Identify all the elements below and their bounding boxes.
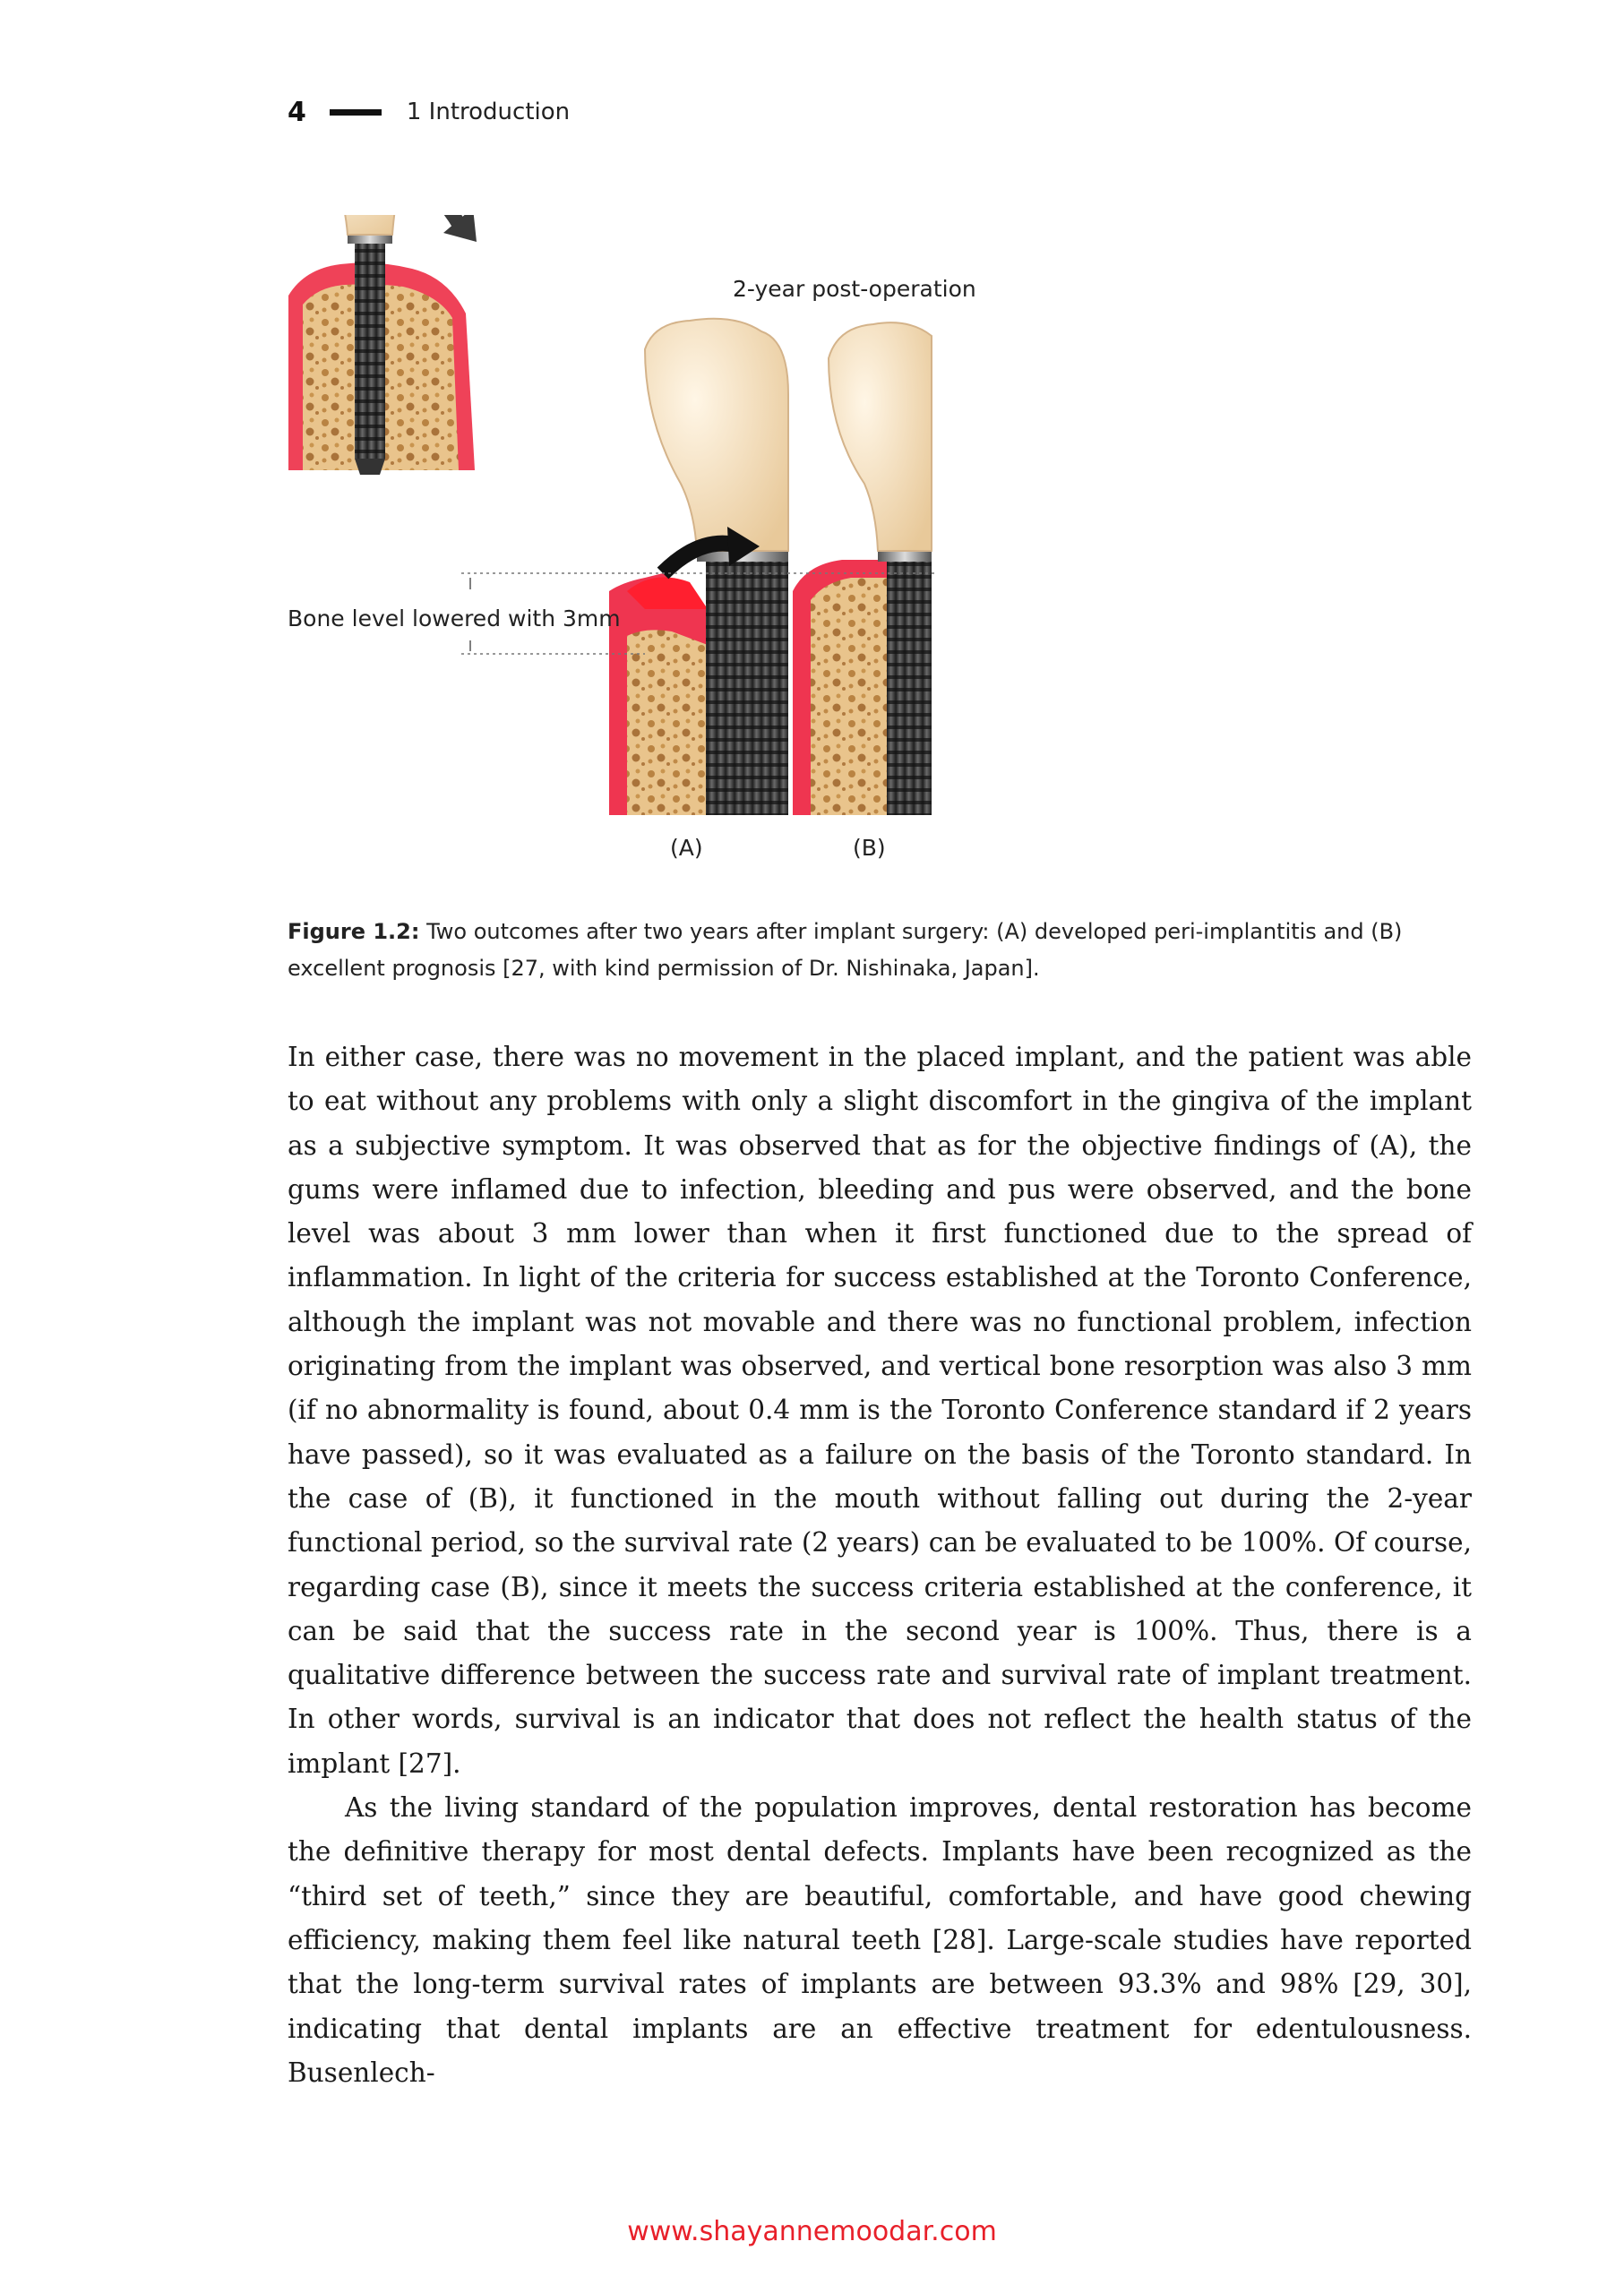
paragraph-2: As the living standard of the population improves, dental restoration has become the definitive therapy for most dental defects. Implants have been recognized as the “third set of teeth,” since they are beautiful, comfortable, and have good chewing efficiency, making them feel like natural teeth [28]. Large-scale studies have reported that the long-term survival rates of implants are between 93.3% and 98% [29, 30], indicating that dental implants are an effective treatment for edentulousness. Busenlech- [288,1792,1472,2088]
preop-implant-drawing [288,215,475,475]
page-header [288,90,570,134]
body-text [288,1035,1472,2095]
implant-illustration [269,215,1272,878]
label-bone-level: Bone level lowered with 3mm [288,605,621,631]
panel-a-drawing [609,319,788,815]
label-panel-b: (B) [853,835,886,861]
label-post-operation: 2-year post-operation [733,276,976,302]
caption-text: Two outcomes after two years after implant surgery: (A) developed peri-implantitis and (B) excellent prognosis [27, with kind permission of Dr. Nishinaka, Japan]. [288,919,1403,981]
chapter-title: 1 Introduction [406,99,571,125]
paragraph-1: In either case, there was no movement in the placed implant, and the patient was able to eat without any problems with only a slight discomfort in the gingiva of the implant as a subjective symptom. It was observed that as for the objective findings of (A), the gums were inflamed due to infection, bleeding and pus were observed, and the bone level was about 3 mm lower than when it first functioned due to the spread of inflammation. In light of the criteria for success established at the Toronto Conference, although the implant was not movable and there was no functional problem, infection originating from the implant was observed, and vertical bone resorption was also 3 mm (if no abnormality is found, about 0.4 mm is the Toronto Conference standard if 2 years have passed), so it was evaluated as a failure on the basis of the Toronto standard. In the case of (B), it functioned in the mouth without falling out during the 2-year functional period, so the survival rate (2 years) can be evaluated to be 100%. Of course, regarding case (B), since it meets the success criteria established at the conference, it can be said that the success rate in the second year is 100%. Thus, there is a qualitative difference between the success rate and survival rate of implant treatment. In other words, survival is an indicator that does not reflect the health status of the implant [27]. [288,1042,1472,1779]
figure-implant-outcomes [269,215,1272,878]
footer-website-link[interactable]: www.shayannemoodar.com [627,2216,997,2247]
figure-caption [288,914,1479,987]
header-rule [330,109,382,116]
label-panel-a: (A) [670,835,703,861]
caption-label: Figure 1.2: [288,919,420,944]
page-number: 4 [288,96,306,128]
panel-b-drawing [793,322,932,815]
post-op-arrow-icon [403,215,477,242]
